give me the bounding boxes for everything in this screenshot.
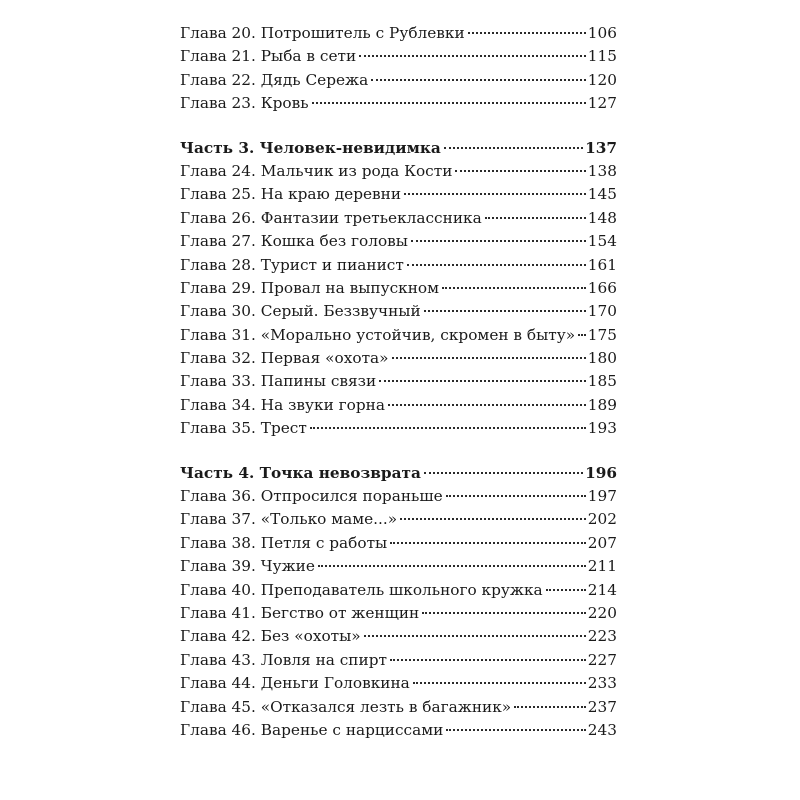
chapter-title: Глава 43. Ловля на спирт bbox=[180, 650, 387, 669]
page-number: 237 bbox=[587, 697, 617, 716]
toc-entry bbox=[180, 602, 617, 625]
page-number: 161 bbox=[587, 255, 617, 274]
chapter-title: Глава 20. Потрошитель с Рублевки bbox=[180, 24, 465, 42]
toc-entry bbox=[180, 324, 617, 347]
page-number: 233 bbox=[587, 674, 617, 693]
chapter-title: Глава 37. «Только маме...» bbox=[180, 510, 398, 529]
dot-leader bbox=[411, 240, 586, 242]
chapter-title: Глава 31. «Морально устойчив, скромен в быту» bbox=[180, 325, 576, 344]
dot-leader bbox=[318, 565, 586, 567]
dot-leader bbox=[390, 542, 586, 544]
page-number: 202 bbox=[587, 510, 617, 529]
toc-entry bbox=[180, 22, 617, 45]
page-number: 127 bbox=[587, 94, 617, 113]
part-title: Часть 3. Человек-невидимка bbox=[180, 138, 441, 157]
chapter-title: Глава 22. Дядь Сережа bbox=[180, 70, 369, 89]
toc-entry bbox=[180, 370, 617, 393]
page-number: 106 bbox=[587, 24, 617, 42]
chapter-title: Глава 36. Отпросился пораньше bbox=[180, 487, 443, 506]
chapter-title: Глава 24. Мальчик из рода Кости bbox=[180, 161, 453, 180]
toc-entry bbox=[180, 625, 617, 648]
toc-entry bbox=[180, 300, 617, 323]
dot-leader bbox=[392, 357, 586, 359]
table-of-contents bbox=[180, 22, 617, 742]
dot-leader bbox=[424, 472, 583, 474]
toc-entry bbox=[180, 230, 617, 253]
toc-entry bbox=[180, 45, 617, 68]
toc-entry bbox=[180, 579, 617, 602]
toc-part-heading bbox=[180, 462, 617, 485]
chapter-title: Глава 21. Рыба в сети bbox=[180, 47, 357, 66]
chapter-title: Глава 26. Фантазии третьеклассника bbox=[180, 208, 482, 227]
page-number: 207 bbox=[587, 533, 617, 552]
dot-leader bbox=[455, 170, 585, 172]
page-number: 214 bbox=[587, 580, 617, 599]
dot-leader bbox=[446, 729, 585, 731]
toc-entry bbox=[180, 183, 617, 206]
dot-leader bbox=[468, 32, 586, 34]
page-number: 193 bbox=[587, 419, 617, 438]
page-number: 223 bbox=[587, 627, 617, 646]
chapter-title: Глава 41. Бегство от женщин bbox=[180, 603, 420, 622]
toc-section bbox=[180, 22, 617, 116]
page-number: 211 bbox=[587, 557, 617, 576]
page-number: 175 bbox=[587, 325, 617, 344]
page-number: 115 bbox=[587, 47, 617, 66]
page-number: 137 bbox=[585, 138, 617, 157]
toc-part-heading bbox=[180, 137, 617, 160]
dot-leader bbox=[424, 310, 586, 312]
toc-entry bbox=[180, 696, 617, 719]
toc-entry bbox=[180, 254, 617, 277]
dot-leader bbox=[379, 380, 586, 382]
dot-leader bbox=[310, 427, 586, 429]
dot-leader bbox=[485, 217, 586, 219]
dot-leader bbox=[514, 706, 586, 708]
toc-entry bbox=[180, 92, 617, 115]
toc-entry bbox=[180, 649, 617, 672]
part-title: Часть 4. Точка невозврата bbox=[180, 463, 421, 482]
chapter-title: Глава 45. «Отказался лезть в багажник» bbox=[180, 697, 512, 716]
dot-leader bbox=[390, 659, 586, 661]
dot-leader bbox=[407, 264, 586, 266]
page-number: 180 bbox=[587, 349, 617, 368]
page-number: 148 bbox=[587, 208, 617, 227]
page-number: 166 bbox=[587, 278, 617, 297]
page-number: 145 bbox=[587, 185, 617, 204]
page-number: 138 bbox=[587, 161, 617, 180]
chapter-title: Глава 28. Турист и пианист bbox=[180, 255, 404, 274]
page-number: 120 bbox=[587, 70, 617, 89]
toc-entry bbox=[180, 207, 617, 230]
toc-entry bbox=[180, 508, 617, 531]
toc-entry bbox=[180, 672, 617, 695]
page-number: 154 bbox=[587, 232, 617, 251]
page-number: 197 bbox=[587, 487, 617, 506]
toc-entry bbox=[180, 69, 617, 92]
chapter-title: Глава 40. Преподаватель школьного кружка bbox=[180, 580, 543, 599]
dot-leader bbox=[442, 287, 586, 289]
toc-entry bbox=[180, 417, 617, 440]
chapter-title: Глава 27. Кошка без головы bbox=[180, 232, 408, 251]
page-number: 220 bbox=[587, 603, 617, 622]
toc-entry bbox=[180, 485, 617, 508]
chapter-title: Глава 44. Деньги Головкина bbox=[180, 674, 410, 693]
dot-leader bbox=[444, 147, 583, 149]
dot-leader bbox=[578, 334, 586, 336]
chapter-title: Глава 38. Петля с работы bbox=[180, 533, 388, 552]
chapter-title: Глава 35. Трест bbox=[180, 419, 307, 438]
dot-leader bbox=[312, 102, 586, 104]
chapter-title: Глава 34. На звуки горна bbox=[180, 395, 385, 414]
toc-entry bbox=[180, 160, 617, 183]
page-number: 189 bbox=[587, 395, 617, 414]
dot-leader bbox=[400, 518, 586, 520]
dot-leader bbox=[364, 635, 586, 637]
dot-leader bbox=[371, 79, 586, 81]
chapter-title: Глава 39. Чужие bbox=[180, 557, 315, 576]
chapter-title: Глава 42. Без «охоты» bbox=[180, 627, 361, 646]
chapter-title: Глава 25. На краю деревни bbox=[180, 185, 402, 204]
toc-entry bbox=[180, 532, 617, 555]
page-number: 196 bbox=[585, 463, 617, 482]
chapter-title: Глава 23. Кровь bbox=[180, 94, 309, 113]
toc-entry bbox=[180, 277, 617, 300]
toc-entry bbox=[180, 555, 617, 578]
dot-leader bbox=[422, 612, 586, 614]
toc-section bbox=[180, 462, 617, 743]
chapter-title: Глава 30. Серый. Беззвучный bbox=[180, 302, 421, 321]
dot-leader bbox=[446, 495, 586, 497]
toc-section bbox=[180, 137, 617, 441]
dot-leader bbox=[388, 404, 586, 406]
dot-leader bbox=[413, 682, 586, 684]
chapter-title: Глава 29. Провал на выпускном bbox=[180, 278, 439, 297]
chapter-title: Глава 46. Варенье с нарциссами bbox=[180, 720, 444, 739]
page-number: 243 bbox=[587, 720, 617, 739]
toc-entry bbox=[180, 394, 617, 417]
page-number: 170 bbox=[587, 302, 617, 321]
toc-entry bbox=[180, 719, 617, 742]
toc-entry bbox=[180, 347, 617, 370]
chapter-title: Глава 32. Первая «охота» bbox=[180, 349, 389, 368]
page-number: 185 bbox=[587, 372, 617, 391]
dot-leader bbox=[359, 55, 586, 57]
page-number: 227 bbox=[587, 650, 617, 669]
dot-leader bbox=[404, 193, 586, 195]
chapter-title: Глава 33. Папины связи bbox=[180, 372, 377, 391]
dot-leader bbox=[546, 589, 586, 591]
